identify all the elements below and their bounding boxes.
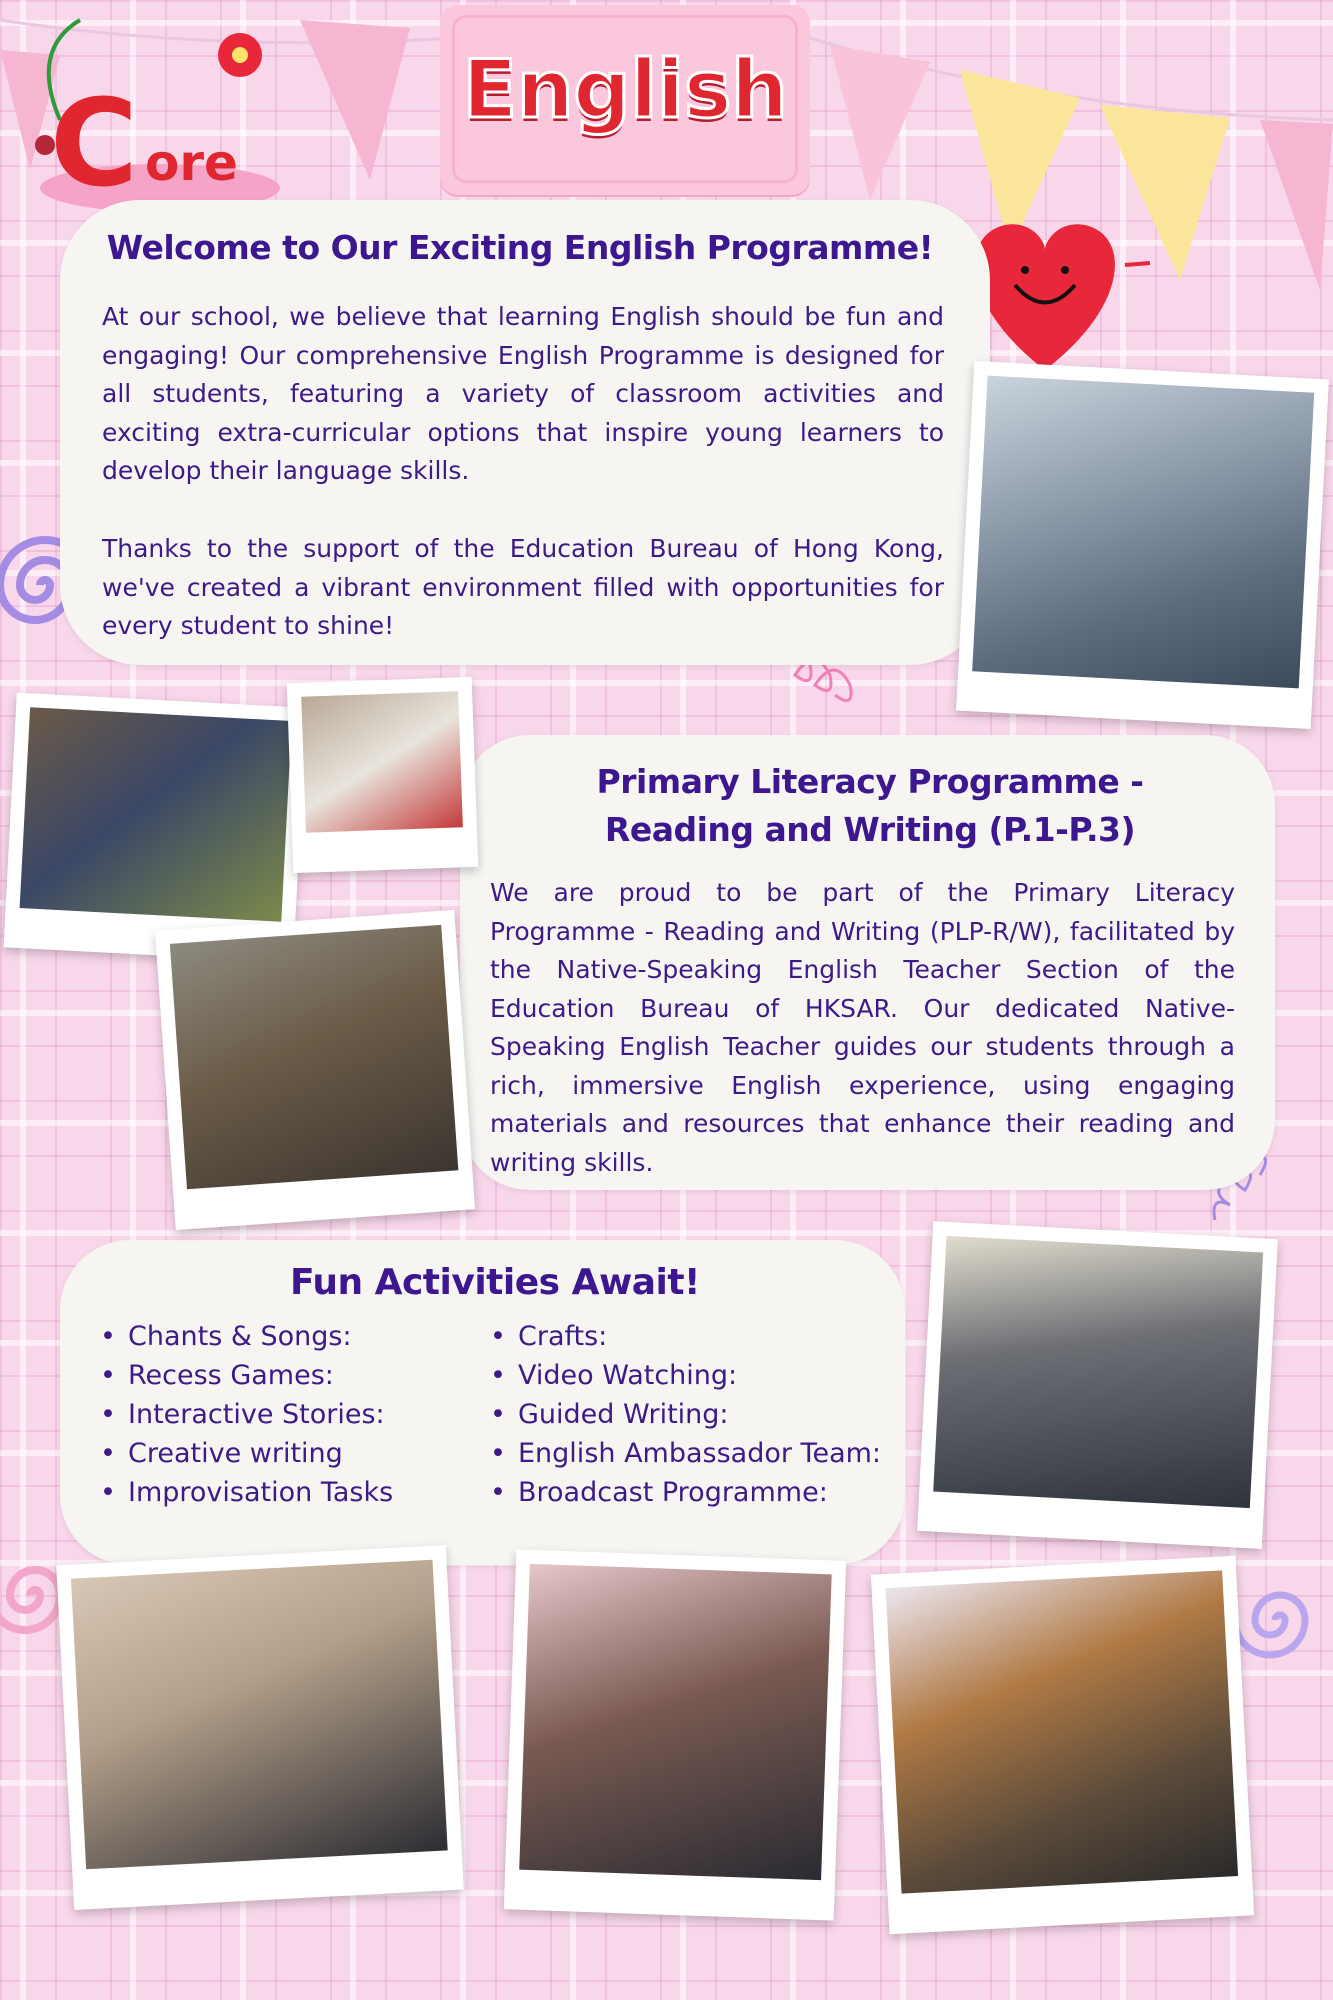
list-item: • Broadcast Programme: xyxy=(490,1473,890,1512)
list-item: • Recess Games: xyxy=(100,1356,460,1395)
activities-heading: Fun Activities Await! xyxy=(290,1262,700,1303)
list-item: • Chants & Songs: xyxy=(100,1317,460,1356)
logo-ore-letters: ore xyxy=(145,134,238,192)
list-item: • Creative writing xyxy=(100,1434,460,1473)
list-item: • Guided Writing: xyxy=(490,1395,890,1434)
photo-bus-trip xyxy=(917,1221,1278,1549)
photo-costume-students xyxy=(504,1549,846,1920)
logo-c-letter: C xyxy=(50,75,139,210)
page-title: English xyxy=(462,43,788,136)
photo-teacher-bowl xyxy=(956,361,1329,729)
photo-group-class xyxy=(56,1545,464,1910)
literacy-heading-line-2: Reading and Writing (P.1-P.3) xyxy=(604,810,1136,849)
photo-stage-performance xyxy=(871,1556,1254,1935)
photo-detective-teacher xyxy=(155,910,475,1230)
list-item: • Crafts: xyxy=(490,1317,890,1356)
list-item: • English Ambassador Team: xyxy=(490,1434,890,1473)
welcome-heading: Welcome to Our Exciting English Programme! xyxy=(106,228,934,267)
title-sign xyxy=(440,5,810,195)
photo-student-writing xyxy=(287,677,479,873)
activities-list-right xyxy=(490,1317,890,1512)
welcome-paragraph-2: Thanks to the support of the Education Bureau of Hong Kong, we've created a vibrant environment filled with opportunities for every student to shine! xyxy=(102,534,944,640)
photo-students-bowl xyxy=(4,693,307,963)
list-item: • Video Watching: xyxy=(490,1356,890,1395)
core-logo xyxy=(20,10,290,210)
activities-list-left xyxy=(100,1317,460,1512)
welcome-paragraph-1: At our school, we believe that learning English should be fun and engaging! Our comprehensive English Programme is designed for all students, featuring a variety of classroom activities and exciting extra-curricular options that inspire young learners to develop their language skills. xyxy=(102,302,944,485)
list-item: • Improvisation Tasks xyxy=(100,1473,460,1512)
literacy-heading-line-1: Primary Literacy Programme - xyxy=(596,762,1144,801)
list-item: • Interactive Stories: xyxy=(100,1395,460,1434)
literacy-paragraph: We are proud to be part of the Primary Literacy Programme - Reading and Writing (PLP-R/W), facilitated by the Native-Speaking English Teacher Section of the Education Bureau of HKSAR. Our dedicated Native-Speaking English Teacher guides our students through a rich, immersive English experience, using engaging materials and resources that enhance their reading and writing skills. xyxy=(490,878,1235,1177)
spiral-decoration-right xyxy=(1230,1565,1330,1675)
